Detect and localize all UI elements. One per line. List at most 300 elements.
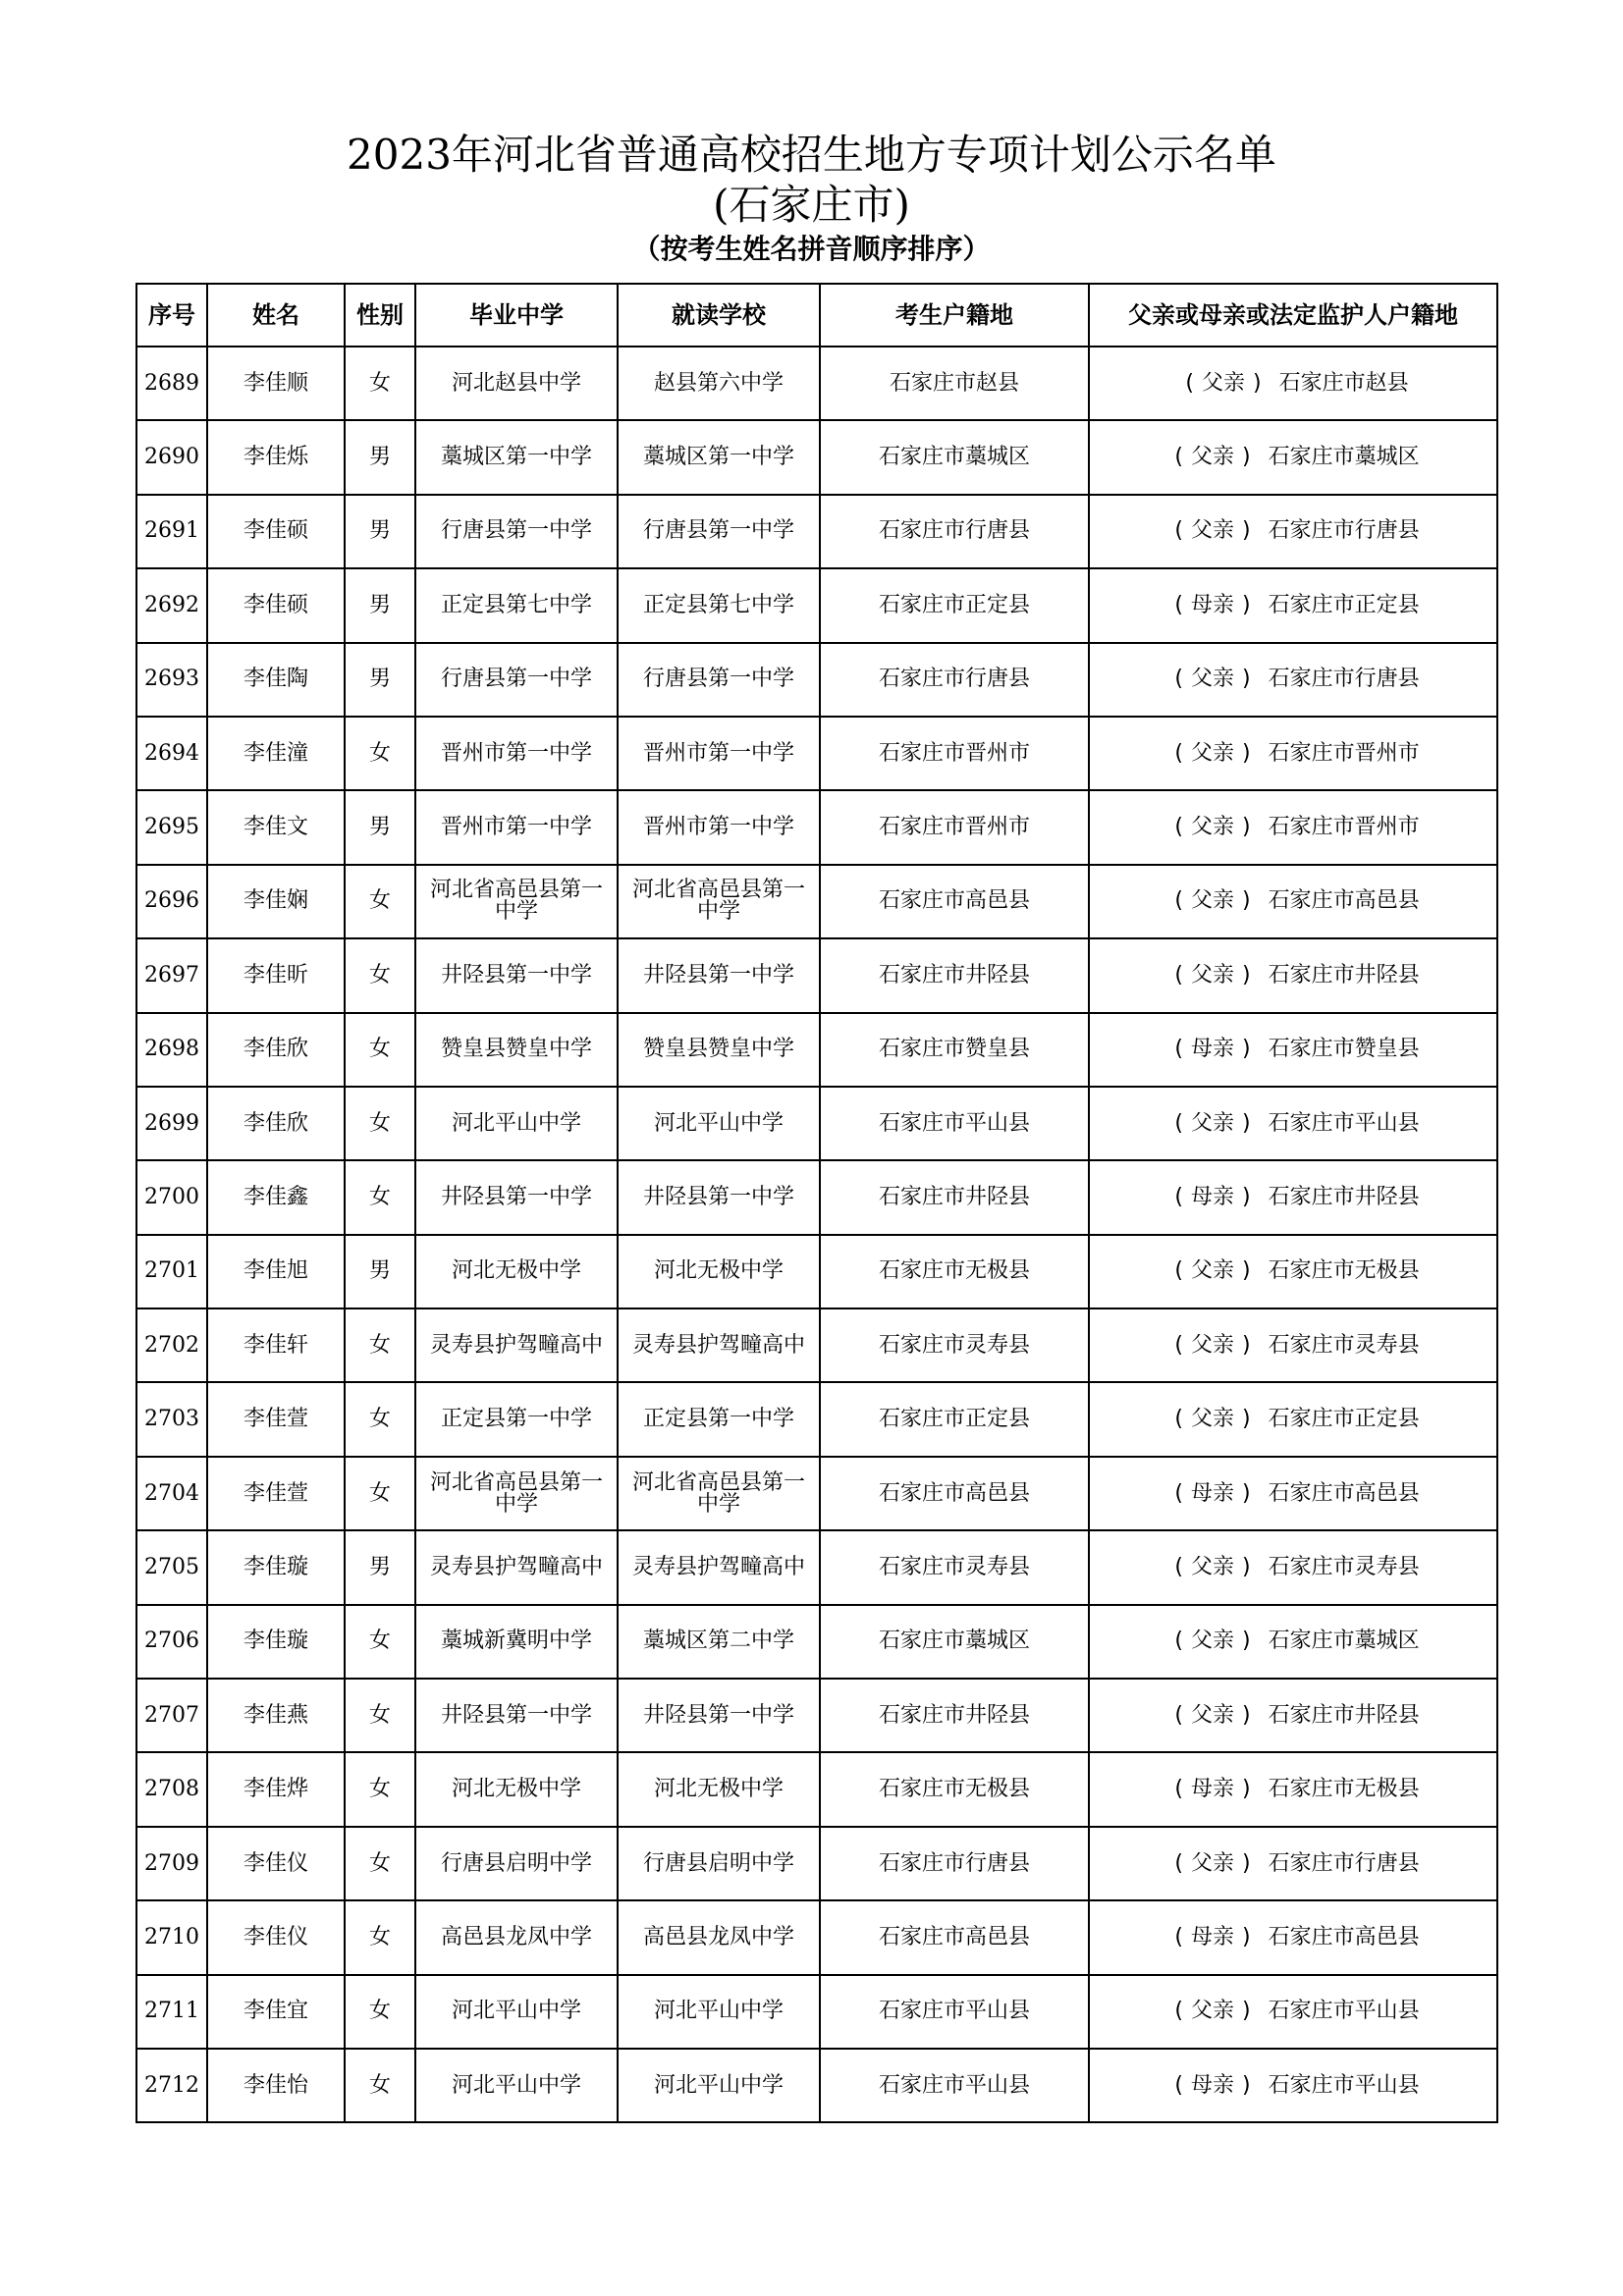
paren-close: ): [1242, 592, 1251, 617]
table-row: [136, 938, 1497, 1012]
row-study-school: 晋州市第一中学: [618, 790, 820, 864]
row-study-school: 行唐县第一中学: [618, 643, 820, 717]
row-relation: 母亲: [1190, 1037, 1234, 1062]
row-grad-school: 藁城新冀明中学: [415, 1605, 618, 1679]
table-row: [136, 1160, 1497, 1234]
row-grad-school: 灵寿县护驾疃高中: [415, 1308, 618, 1382]
row-study-school: 正定县第一中学: [618, 1382, 820, 1456]
row-relation-group: [1166, 1260, 1258, 1282]
row-relation: 母亲: [1190, 1184, 1234, 1209]
row-study-school: 河北无极中学: [618, 1752, 820, 1826]
row-gender: 女: [345, 1900, 415, 1974]
row-relation: 父亲: [1190, 1629, 1234, 1654]
row-no: 2710: [136, 1900, 207, 1974]
paren-open: (: [1174, 1924, 1183, 1949]
table-row: [136, 1752, 1497, 1826]
row-gender: 女: [345, 1752, 415, 1826]
paren-open: (: [1174, 1480, 1183, 1506]
row-domicile: 石家庄市赵县: [820, 347, 1089, 420]
row-relation-group: [1166, 1924, 1258, 1949]
paren-close: ): [1242, 740, 1251, 766]
row-domicile: 石家庄市平山县: [820, 1975, 1089, 2049]
row-no: 2700: [136, 1160, 207, 1234]
row-guardian-domicile-cell: [1089, 1087, 1497, 1160]
row-grad-school: 晋州市第一中学: [415, 717, 618, 790]
row-domicile: 石家庄市高邑县: [820, 1457, 1089, 1530]
row-study-school: 河北平山中学: [618, 1087, 820, 1160]
row-guardian-domicile: 石家庄市无极县: [1268, 1777, 1420, 1802]
row-no: 2694: [136, 717, 207, 790]
row-study-school: 灵寿县护驾疃高中: [618, 1530, 820, 1604]
paren-close: ): [1253, 370, 1262, 396]
row-relation: 父亲: [1190, 1702, 1234, 1728]
row-relation-group: [1166, 592, 1258, 617]
table-row: [136, 1013, 1497, 1087]
row-relation-group: [1166, 1332, 1258, 1358]
paren-close: ): [1242, 1777, 1251, 1802]
row-name: 李佳旭: [207, 1235, 345, 1308]
row-no: 2711: [136, 1975, 207, 2049]
row-guardian-domicile-cell: [1089, 938, 1497, 1012]
table-row: [136, 1457, 1497, 1530]
paren-close: ): [1242, 1480, 1251, 1506]
row-guardian-domicile: 石家庄市正定县: [1268, 1407, 1420, 1432]
row-grad-school: 井陉县第一中学: [415, 938, 618, 1012]
row-name: 李佳硕: [207, 568, 345, 642]
row-domicile: 石家庄市无极县: [820, 1752, 1089, 1826]
row-guardian-domicile: 石家庄市藁城区: [1268, 1629, 1420, 1654]
paren-open: (: [1174, 1702, 1183, 1728]
row-guardian-domicile: 石家庄市晋州市: [1268, 815, 1420, 840]
paren-open: (: [1174, 1110, 1183, 1136]
roster-table: [135, 283, 1498, 2123]
row-relation: 母亲: [1190, 1924, 1234, 1949]
row-guardian-domicile: 石家庄市灵寿县: [1268, 1332, 1420, 1358]
table-row: [136, 1679, 1497, 1752]
table-row: [136, 1827, 1497, 1900]
table-row: [136, 1235, 1497, 1308]
row-name: 李佳娴: [207, 865, 345, 938]
row-no: 2693: [136, 643, 207, 717]
row-guardian-domicile: 石家庄市平山县: [1268, 1999, 1420, 2024]
row-grad-school: 河北无极中学: [415, 1752, 618, 1826]
row-relation-group: [1166, 1630, 1258, 1652]
paren-open: (: [1174, 1554, 1183, 1579]
row-guardian-domicile: 石家庄市平山县: [1268, 1110, 1420, 1136]
table-row: [136, 1900, 1497, 1974]
row-relation: 母亲: [1190, 2072, 1234, 2098]
row-study-school: 正定县第七中学: [618, 568, 820, 642]
row-gender: 男: [345, 1530, 415, 1604]
row-grad-school: 行唐县启明中学: [415, 1827, 618, 1900]
row-gender: 男: [345, 495, 415, 568]
row-relation: 父亲: [1190, 740, 1234, 766]
row-name: 李佳欣: [207, 1087, 345, 1160]
row-guardian-domicile: 石家庄市行唐县: [1268, 667, 1420, 692]
row-gender: 女: [345, 347, 415, 420]
row-grad-school: 河北平山中学: [415, 1087, 618, 1160]
paren-close: ): [1242, 888, 1251, 914]
paren-open: (: [1174, 445, 1183, 470]
header-grad-school: 毕业中学: [415, 284, 618, 347]
row-gender: 女: [345, 1013, 415, 1087]
row-grad-school: 高邑县龙凤中学: [415, 1900, 618, 1974]
row-guardian-domicile: 石家庄市正定县: [1268, 592, 1420, 617]
row-gender: 女: [345, 865, 415, 938]
row-study-school: 藁城区第二中学: [618, 1605, 820, 1679]
paren-open: (: [1174, 1258, 1183, 1284]
table-row: [136, 347, 1497, 420]
paren-open: (: [1174, 2072, 1183, 2098]
header-guardian-domicile: 父亲或母亲或法定监护人户籍地: [1089, 284, 1497, 347]
paren-open: (: [1174, 740, 1183, 766]
row-guardian-domicile: 石家庄市赵县: [1278, 370, 1409, 396]
row-domicile: 石家庄市井陉县: [820, 1160, 1089, 1234]
row-no: 2698: [136, 1013, 207, 1087]
row-gender: 女: [345, 1605, 415, 1679]
row-relation: 父亲: [1190, 1850, 1234, 1876]
paren-open: (: [1174, 1629, 1183, 1654]
row-guardian-domicile-cell: [1089, 1975, 1497, 2049]
row-name: 李佳轩: [207, 1308, 345, 1382]
row-relation-group: [1177, 370, 1269, 396]
row-name: 李佳萱: [207, 1457, 345, 1530]
table-row: [136, 495, 1497, 568]
row-domicile: 石家庄市行唐县: [820, 1827, 1089, 1900]
row-name: 李佳仪: [207, 1827, 345, 1900]
row-grad-school: 赞皇县赞皇中学: [415, 1013, 618, 1087]
row-relation: 父亲: [1190, 1110, 1234, 1136]
row-no: 2689: [136, 347, 207, 420]
row-guardian-domicile: 石家庄市晋州市: [1268, 740, 1420, 766]
paren-close: ): [1242, 1037, 1251, 1062]
row-name: 李佳欣: [207, 1013, 345, 1087]
row-domicile: 石家庄市高邑县: [820, 865, 1089, 938]
row-gender: 女: [345, 1087, 415, 1160]
row-domicile: 石家庄市正定县: [820, 1382, 1089, 1456]
row-guardian-domicile-cell: [1089, 1752, 1497, 1826]
row-guardian-domicile-cell: [1089, 1900, 1497, 1974]
row-relation: 父亲: [1190, 445, 1234, 470]
row-guardian-domicile-cell: [1089, 568, 1497, 642]
row-guardian-domicile-cell: [1089, 717, 1497, 790]
table-row: [136, 1308, 1497, 1382]
row-relation-group: [1166, 1039, 1258, 1060]
row-no: 2709: [136, 1827, 207, 1900]
row-relation: 父亲: [1190, 888, 1234, 914]
row-guardian-domicile: 石家庄市行唐县: [1268, 1850, 1420, 1876]
row-guardian-domicile-cell: [1089, 1160, 1497, 1234]
row-relation: 父亲: [1190, 815, 1234, 840]
row-grad-school: 井陉县第一中学: [415, 1160, 618, 1234]
row-study-school: 井陉县第一中学: [618, 938, 820, 1012]
row-guardian-domicile: 石家庄市高邑县: [1268, 888, 1420, 914]
row-name: 李佳燕: [207, 1679, 345, 1752]
paren-close: ): [1242, 1184, 1251, 1209]
row-relation-group: [1166, 1554, 1258, 1579]
row-name: 李佳陶: [207, 643, 345, 717]
row-gender: 女: [345, 2049, 415, 2122]
table-body: [136, 347, 1497, 2122]
table-row: [136, 1605, 1497, 1679]
row-guardian-domicile: 石家庄市高邑县: [1268, 1924, 1420, 1949]
row-guardian-domicile: 石家庄市无极县: [1268, 1258, 1420, 1284]
row-guardian-domicile: 石家庄市藁城区: [1268, 445, 1420, 470]
paren-open: (: [1174, 667, 1183, 692]
row-grad-school: 河北赵县中学: [415, 347, 618, 420]
row-no: 2708: [136, 1752, 207, 1826]
table-row: [136, 1975, 1497, 2049]
table-row: [136, 1382, 1497, 1456]
paren-open: (: [1174, 1777, 1183, 1802]
row-relation-group: [1166, 2001, 1258, 2022]
row-domicile: 石家庄市井陉县: [820, 1679, 1089, 1752]
header-gender: 性别: [345, 284, 415, 347]
row-guardian-domicile-cell: [1089, 865, 1497, 938]
header-no: 序号: [136, 284, 207, 347]
row-relation-group: [1166, 740, 1258, 766]
row-guardian-domicile-cell: [1089, 347, 1497, 420]
header-name: 姓名: [207, 284, 345, 347]
paren-open: (: [1174, 1999, 1183, 2024]
row-guardian-domicile: 石家庄市赞皇县: [1268, 1037, 1420, 1062]
row-grad-school: 藁城区第一中学: [415, 420, 618, 494]
row-study-school: 行唐县启明中学: [618, 1827, 820, 1900]
paren-open: (: [1174, 888, 1183, 914]
row-relation: 父亲: [1190, 667, 1234, 692]
row-guardian-domicile: 石家庄市井陉县: [1268, 1184, 1420, 1209]
table-row: [136, 1530, 1497, 1604]
row-relation: 父亲: [1201, 370, 1245, 396]
row-grad-school: 正定县第七中学: [415, 568, 618, 642]
row-name: 李佳璇: [207, 1530, 345, 1604]
row-domicile: 石家庄市灵寿县: [820, 1308, 1089, 1382]
row-study-school: 河北平山中学: [618, 1975, 820, 2049]
row-grad-school: 河北省高邑县第一中学: [415, 1457, 618, 1530]
row-domicile: 石家庄市平山县: [820, 1087, 1089, 1160]
row-gender: 女: [345, 1679, 415, 1752]
paren-close: ): [1242, 2072, 1251, 2098]
row-study-school: 河北省高邑县第一中学: [618, 1457, 820, 1530]
row-no: 2690: [136, 420, 207, 494]
row-domicile: 石家庄市晋州市: [820, 790, 1089, 864]
paren-close: ): [1242, 1850, 1251, 1876]
row-relation: 母亲: [1190, 592, 1234, 617]
row-domicile: 石家庄市行唐县: [820, 495, 1089, 568]
paren-open: (: [1185, 370, 1194, 396]
paren-open: (: [1174, 815, 1183, 840]
row-gender: 女: [345, 1457, 415, 1530]
header-domicile: 考生户籍地: [820, 284, 1089, 347]
row-name: 李佳怡: [207, 2049, 345, 2122]
row-guardian-domicile-cell: [1089, 420, 1497, 494]
row-gender: 女: [345, 1827, 415, 1900]
row-gender: 女: [345, 1382, 415, 1456]
paren-open: (: [1174, 1850, 1183, 1876]
row-gender: 女: [345, 717, 415, 790]
row-name: 李佳萱: [207, 1382, 345, 1456]
table-row: [136, 865, 1497, 938]
row-relation-group: [1166, 962, 1258, 988]
row-grad-school: 灵寿县护驾疃高中: [415, 1530, 618, 1604]
row-domicile: 石家庄市晋州市: [820, 717, 1089, 790]
sort-note: （按考生姓名拼音顺序排序）: [632, 233, 991, 265]
paren-open: (: [1174, 1332, 1183, 1358]
row-domicile: 石家庄市行唐县: [820, 643, 1089, 717]
row-relation-group: [1166, 2072, 1258, 2098]
paren-close: ): [1242, 815, 1251, 840]
paren-close: ): [1242, 1332, 1251, 1358]
paren-open: (: [1174, 962, 1183, 988]
row-study-school: 河北无极中学: [618, 1235, 820, 1308]
row-no: 2704: [136, 1457, 207, 1530]
row-grad-school: 行唐县第一中学: [415, 643, 618, 717]
paren-close: ): [1242, 1554, 1251, 1579]
row-study-school: 灵寿县护驾疃高中: [618, 1308, 820, 1382]
row-relation: 母亲: [1190, 1480, 1234, 1506]
paren-close: ): [1242, 1629, 1251, 1654]
row-domicile: 石家庄市井陉县: [820, 938, 1089, 1012]
paren-close: ): [1242, 1924, 1251, 1949]
row-name: 李佳文: [207, 790, 345, 864]
row-study-school: 藁城区第一中学: [618, 420, 820, 494]
row-name: 李佳宜: [207, 1975, 345, 2049]
row-guardian-domicile-cell: [1089, 1457, 1497, 1530]
row-relation-group: [1166, 817, 1258, 838]
paren-close: ): [1242, 1702, 1251, 1728]
row-study-school: 赞皇县赞皇中学: [618, 1013, 820, 1087]
paren-close: ): [1242, 1110, 1251, 1136]
row-guardian-domicile-cell: [1089, 1530, 1497, 1604]
row-guardian-domicile: 石家庄市井陉县: [1268, 1702, 1420, 1728]
row-domicile: 石家庄市灵寿县: [820, 1530, 1089, 1604]
paren-close: ): [1242, 667, 1251, 692]
row-name: 李佳烨: [207, 1752, 345, 1826]
paren-close: ): [1242, 1407, 1251, 1432]
page-title: 2023年河北省普通高校招生地方专项计划公示名单: [347, 131, 1276, 179]
row-name: 李佳昕: [207, 938, 345, 1012]
paren-open: (: [1174, 1184, 1183, 1209]
row-relation-group: [1166, 1850, 1258, 1876]
row-name: 李佳璇: [207, 1605, 345, 1679]
row-grad-school: 井陉县第一中学: [415, 1679, 618, 1752]
header-study-school: 就读学校: [618, 284, 820, 347]
row-gender: 男: [345, 643, 415, 717]
paren-close: ): [1242, 445, 1251, 470]
row-relation: 父亲: [1190, 962, 1234, 988]
row-domicile: 石家庄市无极县: [820, 1235, 1089, 1308]
row-gender: 女: [345, 1975, 415, 2049]
row-grad-school: 正定县第一中学: [415, 1382, 618, 1456]
row-guardian-domicile: 石家庄市井陉县: [1268, 962, 1420, 988]
row-grad-school: 河北无极中学: [415, 1235, 618, 1308]
row-guardian-domicile-cell: [1089, 2049, 1497, 2122]
row-gender: 男: [345, 1235, 415, 1308]
row-no: 2706: [136, 1605, 207, 1679]
row-relation-group: [1166, 1110, 1258, 1136]
row-study-school: 井陉县第一中学: [618, 1160, 820, 1234]
row-relation: 父亲: [1190, 1258, 1234, 1284]
paren-close: ): [1242, 1999, 1251, 2024]
table-row: [136, 2049, 1497, 2122]
row-name: 李佳烁: [207, 420, 345, 494]
row-relation-group: [1166, 447, 1258, 468]
paren-open: (: [1174, 1037, 1183, 1062]
table-row: [136, 717, 1497, 790]
row-guardian-domicile-cell: [1089, 643, 1497, 717]
paren-close: ): [1242, 1258, 1251, 1284]
row-relation: 父亲: [1190, 1407, 1234, 1432]
row-study-school: 赵县第六中学: [618, 347, 820, 420]
paren-open: (: [1174, 518, 1183, 544]
paren-open: (: [1174, 592, 1183, 617]
row-grad-school: 晋州市第一中学: [415, 790, 618, 864]
row-guardian-domicile: 石家庄市高邑县: [1268, 1480, 1420, 1506]
row-no: 2702: [136, 1308, 207, 1382]
row-grad-school: 行唐县第一中学: [415, 495, 618, 568]
row-relation-group: [1166, 890, 1258, 912]
row-study-school: 河北平山中学: [618, 2049, 820, 2122]
row-guardian-domicile-cell: [1089, 1013, 1497, 1087]
row-gender: 男: [345, 420, 415, 494]
row-guardian-domicile-cell: [1089, 495, 1497, 568]
row-no: 2692: [136, 568, 207, 642]
table-row: [136, 420, 1497, 494]
row-guardian-domicile: 石家庄市灵寿县: [1268, 1554, 1420, 1579]
row-domicile: 石家庄市平山县: [820, 2049, 1089, 2122]
row-domicile: 石家庄市赞皇县: [820, 1013, 1089, 1087]
table-row: [136, 790, 1497, 864]
row-no: 2697: [136, 938, 207, 1012]
row-no: 2701: [136, 1235, 207, 1308]
row-relation-group: [1166, 1702, 1258, 1728]
row-name: 李佳仪: [207, 1900, 345, 1974]
row-relation-group: [1166, 520, 1258, 542]
table-row: [136, 568, 1497, 642]
row-relation-group: [1166, 668, 1258, 690]
row-name: 李佳硕: [207, 495, 345, 568]
row-gender: 男: [345, 790, 415, 864]
row-relation-group: [1166, 1409, 1258, 1430]
row-name: 李佳潼: [207, 717, 345, 790]
row-study-school: 晋州市第一中学: [618, 717, 820, 790]
row-relation: 父亲: [1190, 1332, 1234, 1358]
row-no: 2703: [136, 1382, 207, 1456]
row-gender: 女: [345, 1160, 415, 1234]
row-guardian-domicile-cell: [1089, 1605, 1497, 1679]
row-guardian-domicile: 石家庄市行唐县: [1268, 518, 1420, 544]
row-grad-school: 河北平山中学: [415, 2049, 618, 2122]
row-domicile: 石家庄市藁城区: [820, 420, 1089, 494]
row-no: 2705: [136, 1530, 207, 1604]
row-guardian-domicile-cell: [1089, 1382, 1497, 1456]
row-no: 2712: [136, 2049, 207, 2122]
row-study-school: 高邑县龙凤中学: [618, 1900, 820, 1974]
row-guardian-domicile: 石家庄市平山县: [1268, 2072, 1420, 2098]
row-guardian-domicile-cell: [1089, 1679, 1497, 1752]
row-relation: 父亲: [1190, 518, 1234, 544]
row-name: 李佳顺: [207, 347, 345, 420]
row-no: 2696: [136, 865, 207, 938]
row-gender: 男: [345, 568, 415, 642]
row-name: 李佳鑫: [207, 1160, 345, 1234]
row-domicile: 石家庄市正定县: [820, 568, 1089, 642]
row-guardian-domicile-cell: [1089, 790, 1497, 864]
row-relation: 父亲: [1190, 1999, 1234, 2024]
paren-open: (: [1174, 1407, 1183, 1432]
row-no: 2699: [136, 1087, 207, 1160]
row-study-school: 行唐县第一中学: [618, 495, 820, 568]
